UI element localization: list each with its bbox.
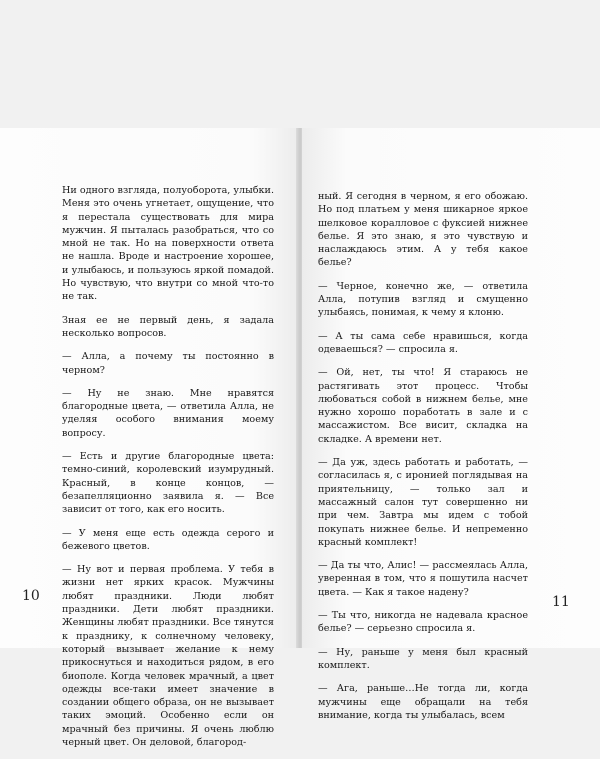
paragraph: — Ты что, никогда не надевала красное белье? — серьезно спросила я. xyxy=(318,610,528,635)
paragraph: — Ой, нет, ты что! Я стараюсь не растягивать этот процесс. Чтобы любоваться собой в нижнем белье, мне нужно хорошо поработать в зале и с массажистом. Все висит, складка на складке. А времени нет. xyxy=(318,367,528,445)
paragraph: — Да ты что, Алис! — рассмеялась Алла, уверенная в том, что я пошутила насчет цвета. — Как я такое надену? xyxy=(318,560,528,598)
paragraph: Зная ее не первый день, я задала несколько вопросов. xyxy=(62,314,274,339)
page-number-right: 11 xyxy=(552,594,570,610)
paragraph: — Ага, раньше…Не тогда ли, когда мужчины еще обращали на тебя внимание, когда ты улыбалась, всем xyxy=(318,683,528,721)
paragraph: — Ну вот и первая проблема. У тебя в жизни нет ярких красок. Мужчины любят праздники. Люди любят праздники. Дети любят праздники. Женщины любят праздники. Все тянутся к празднику, к солнечному человеку, который вызывает желание к нему прикоснуться и находиться рядом, в его биополе. Когда человек мрачный, а цвет одежды все-таки имеет значение в создании общего образа, он не вызывает таких эмоций. Особенно если он мрачный без причины. Я очень люблю черный цвет. Он деловой, благород- xyxy=(62,564,274,748)
paragraph: — Да уж, здесь работать и работать, — согласилась я, с иронией поглядывая на приятельницу, — только зал и массажный салон тут совершенно ни при чем. Завтра мы идем с тобой покупать нижнее белье. И непременно красный комплект! xyxy=(318,457,528,548)
paragraph: — Алла, а почему ты постоянно в черном? xyxy=(62,351,274,376)
right-page-text xyxy=(318,190,528,732)
paragraph: — У меня еще есть одежда серого и бежевого цветов. xyxy=(62,527,274,552)
paragraph: Ни одного взгляда, полуоборота, улыбки. Меня это очень угнетает, ощущение, что я перестала существовать для мира мужчин. Я пыталась разобраться, что со мной не так. Но на поверхности ответа не нашла. Вроде и настроение хорошее, и улыбаюсь, и пользуюсь яркой помадой. Но чувствую, что внутри со мной что-то не так. xyxy=(62,185,274,303)
paragraph: ный. Я сегодня в черном, я его обожаю. Но под платьем у меня шикарное яркое шелковое коралловое с фуксией нижнее белье. Я это знаю, я это чувствую и наслаждаюсь этим. А у тебя какое белье? xyxy=(318,191,528,269)
left-page xyxy=(0,128,298,748)
paragraph: — Ну, раньше у меня был красный комплект. xyxy=(318,646,528,671)
left-page-text xyxy=(62,184,274,759)
book-spread xyxy=(0,128,600,748)
paragraph: — Ну не знаю. Мне нравятся благородные цвета, — ответила Алла, не уделяя особого внимания моему вопросу. xyxy=(62,387,274,439)
paragraph: — Черное, конечно же, — ответила Алла, потупив взгляд и смущенно улыбаясь, понимая, к чему я клоню. xyxy=(318,280,528,319)
paragraph: — А ты сама себе нравишься, когда одеваешься? — спросила я. xyxy=(318,330,528,355)
paragraph: — Есть и другие благородные цвета: темно-синий, королевский изумрудный. Красный, в конце концов, — безапелляционно заявила я. — Все зависит от того, как его носить. xyxy=(62,451,274,516)
page-number-left: 10 xyxy=(22,588,40,604)
